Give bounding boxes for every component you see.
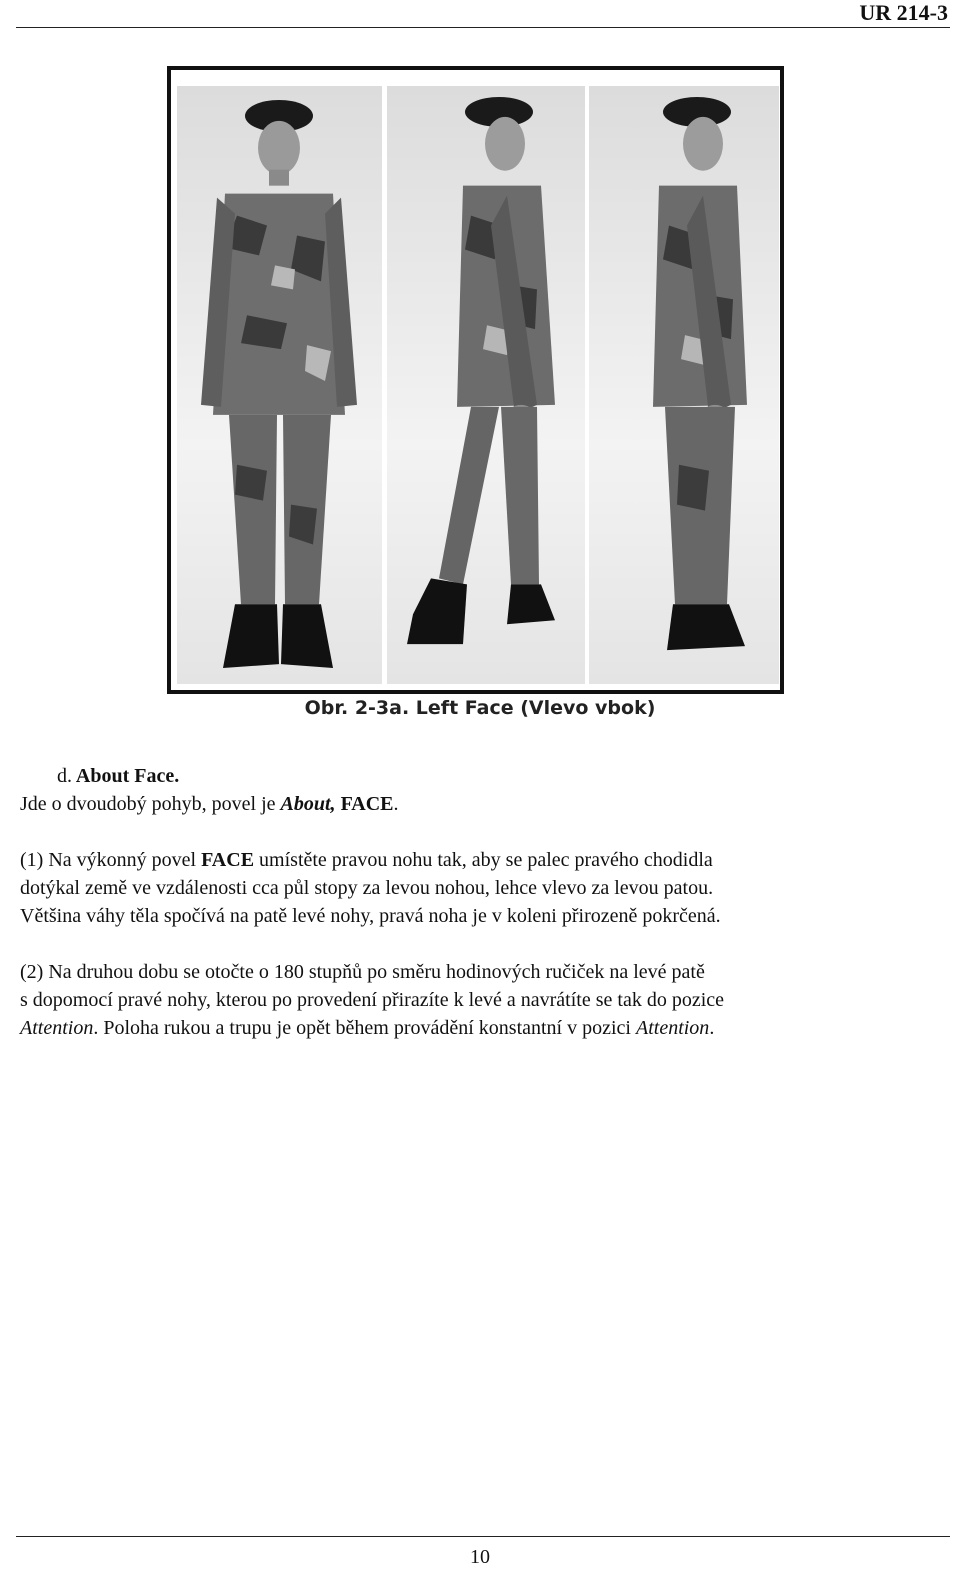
- para1-command-face: FACE: [201, 849, 255, 871]
- photo-panel-side-attention: [589, 86, 779, 684]
- para2-text-end: .: [709, 1017, 715, 1039]
- para1-line1: [20, 846, 713, 874]
- para1-text-a: (1) Na výkonný povel: [20, 849, 202, 871]
- footer-divider: [16, 1536, 950, 1537]
- para2-line3: [20, 1014, 714, 1042]
- figure-photo: [167, 66, 784, 694]
- intro-command-about: About,: [280, 793, 336, 815]
- para2-line1: (2) Na druhou dobu se otočte o 180 stupňů po směru hodinových ručiček na levé patě: [20, 961, 705, 983]
- intro-text: Jde o dvoudobý pohyb, povel je: [20, 793, 281, 815]
- para1-line3: Většina váhy těla spočívá na patě levé nohy, pravá noha je v koleni přirozeně pokrčená.: [20, 905, 721, 927]
- para2-line2: s dopomocí pravé nohy, kterou po provedení přirazíte k levé a navrátíte se tak do pozice: [20, 989, 725, 1011]
- section-letter: d.: [57, 765, 72, 787]
- intro-command-face: FACE: [340, 793, 394, 815]
- photo-panel-side-step: [387, 86, 585, 684]
- document-code: UR 214-3: [859, 0, 948, 25]
- para1-line2: dotýkal země ve vzdálenosti cca půl stopy za levou nohou, lehce vlevo za levou patou.: [20, 877, 714, 899]
- intro-line: [20, 790, 399, 818]
- section-title: About Face.: [75, 765, 180, 787]
- para1-text-c: umístěte pravou nohu tak, aby se palec pravého chodidla: [254, 849, 713, 871]
- para2-term-attention-2: Attention: [635, 1017, 710, 1039]
- para2-text-b: . Poloha rukou a trupu je opět během provádění konstantní v pozici: [93, 1017, 636, 1039]
- header-divider: [16, 27, 950, 28]
- page-number: 10: [470, 1546, 490, 1568]
- intro-end: .: [393, 793, 399, 815]
- section-heading: [57, 762, 179, 790]
- para2-term-attention: Attention: [20, 1017, 94, 1039]
- figure-caption: Obr. 2-3a. Left Face (Vlevo vbok): [304, 697, 656, 719]
- photo-panel-front: [177, 86, 382, 684]
